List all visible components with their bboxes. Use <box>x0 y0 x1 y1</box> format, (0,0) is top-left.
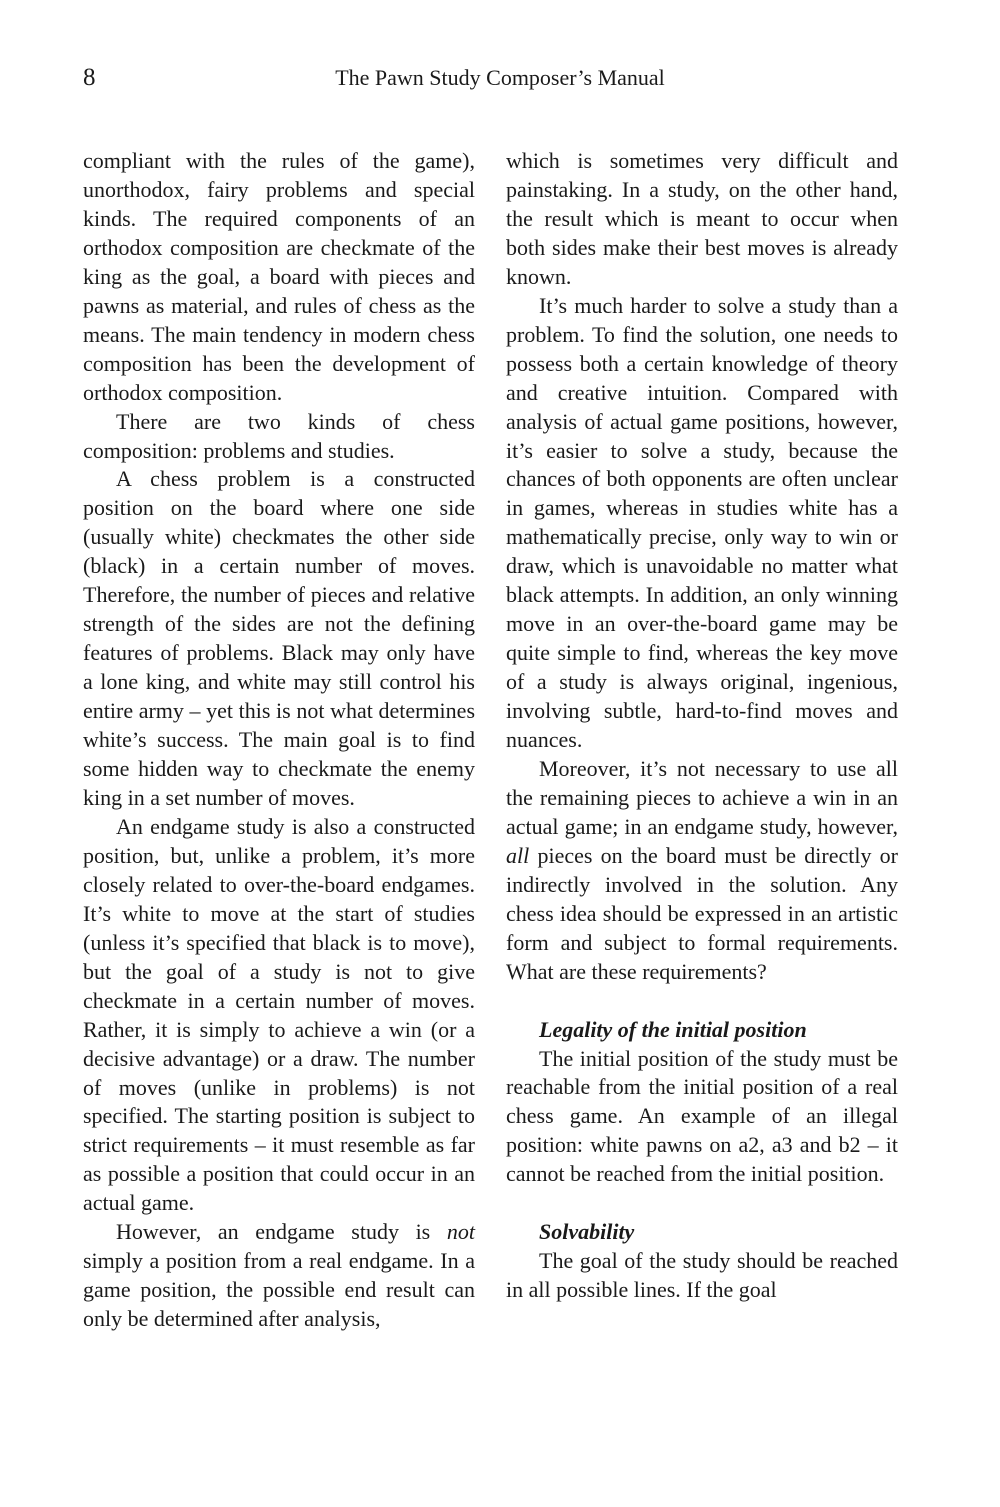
paragraph: compliant with the rules of the game), unorthodox, fairy problems and special kinds. The required components of an orthodox composition are checkmate of the king as the goal, a board with pieces and pawns as material, and rules of chess as the means. The main tendency in modern chess composition has been the development of orthodox composition. <box>83 148 475 405</box>
text-run: However, an endgame study is <box>116 1219 447 1245</box>
paragraph: There are two kinds of chess composition: problems and studies. <box>83 408 475 463</box>
paragraph <box>506 755 898 987</box>
emphasis: not <box>446 1219 475 1245</box>
paragraph <box>83 1218 475 1334</box>
right-column <box>506 147 898 1305</box>
paragraph: An endgame study is also a constructed position, but, unlike a problem, it’s more closely related to over-the-board endgames. It’s white to move at the start of studies (unless it’s specified that black is to move), but the goal of a study is not to give checkmate in a certain number of moves. Rather, it is simply to achieve a win (or a decisive advantage) or a draw. The number of moves (unlike in problems) is not specified. The starting position is subject to strict requirements – it must resemble as far as possible a position that could occur in an actual game. <box>83 813 475 1216</box>
paragraph: which is sometimes very difficult and painstaking. In a study, on the other hand, the result which is meant to occur when both sides make their best moves is already known. <box>506 148 898 289</box>
paragraph: A chess problem is a constructed position on the board where one side (usually white) checkmates the other side (black) in a certain number of moves. Therefore, the number of pieces and relative strength of the sides are not the defining features of problems. Black may only have a lone king, and white may still control his entire army – yet this is not what determines white’s success. The main goal is to find some hidden way to checkmate the enemy king in a set number of moves. <box>83 466 475 810</box>
page-number: 8 <box>83 64 96 91</box>
paragraph: It’s much harder to solve a study than a problem. To find the solution, one needs to possess both a certain knowledge of theory and creative intuition. Compared with analysis of actual game positions, however, it’s easier to solve a study, because the chances of both opponents are often unclear in games, whereas in studies white has a mathematically precise, only way to win or draw, which is unavoidable no matter what black attempts. In addition, an only winning move in an over-the-board game may be quite simple to find, whereas the key move of a study is always original, ingenious, involving subtle, hard-to-find moves and nuances. <box>506 292 898 753</box>
running-head: The Pawn Study Composer’s Manual <box>335 65 665 90</box>
text-run: Moreover, it’s not necessary to use all the remaining pieces to achieve a win in an actual game; in an endgame study, however, <box>506 756 898 839</box>
emphasis: all <box>506 842 530 868</box>
text-run: simply a position from a real endgame. In a game position, the possible end result can only be determined after analysis, <box>83 1248 475 1332</box>
section-heading: Legality of the initial position <box>539 1016 807 1042</box>
text-run: pieces on the board must be directly or indirectly involved in the solution. Any chess idea should be expressed in an artistic form and subject to formal requirements. What are these requirements? <box>506 842 898 984</box>
left-column <box>83 147 475 1334</box>
section-heading: Solvability <box>539 1219 635 1245</box>
paragraph: The initial position of the study must be reachable from the initial position of a real chess game. An example of an illegal position: white pawns on a2, a3 and b2 – it cannot be reached from the initial position. <box>506 1045 898 1187</box>
paragraph: The goal of the study should be reached in all possible lines. If the goal <box>506 1248 898 1303</box>
